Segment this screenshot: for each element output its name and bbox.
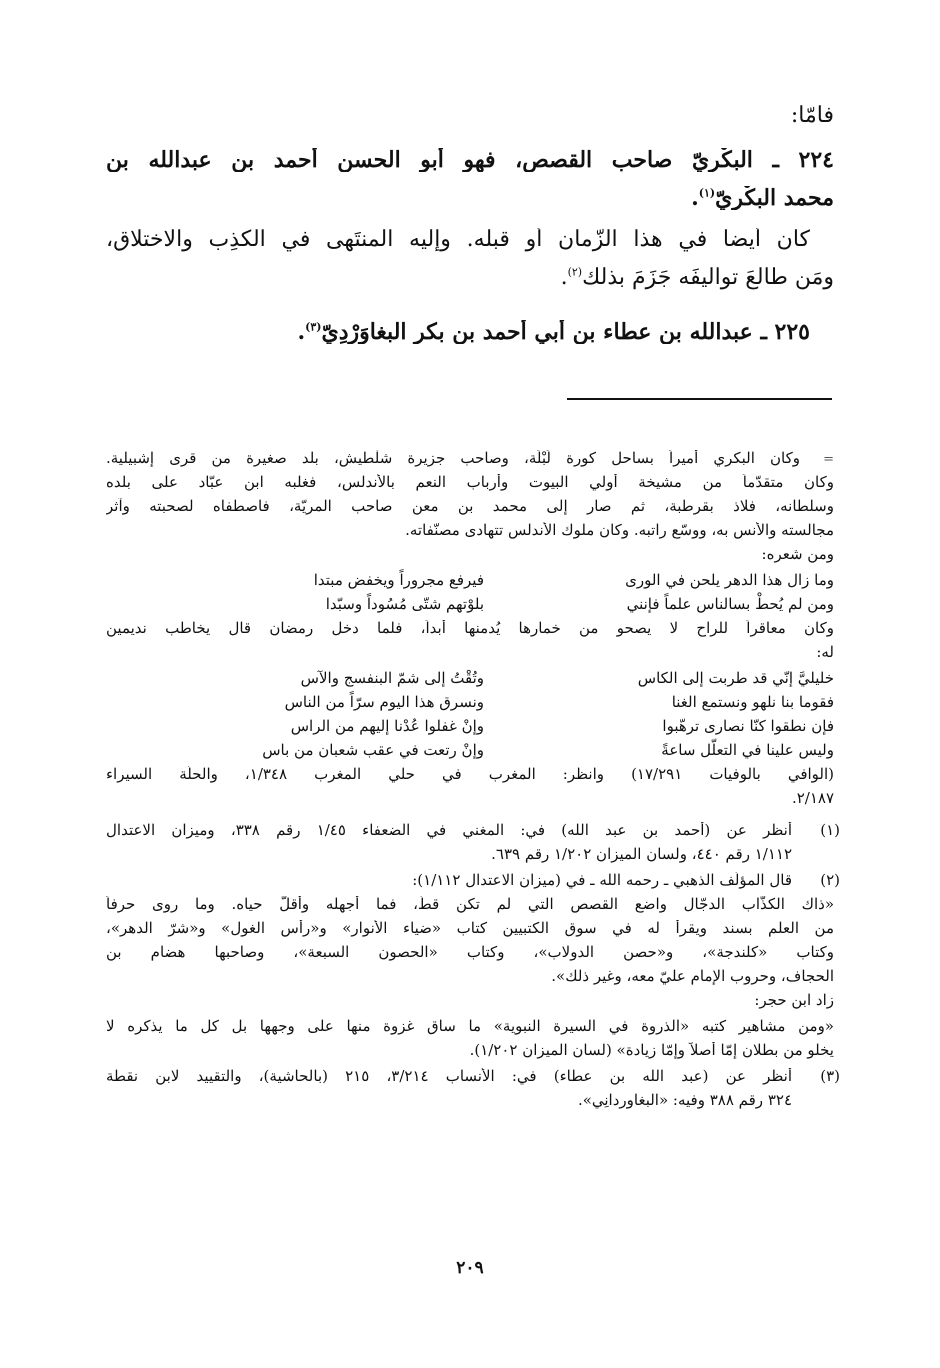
footnote-2-line-5: الحجاف، وحروب الإمام عليّ معه، وغير ذلك».	[551, 968, 834, 985]
footnote-2-line-8: يخلو من بطلان إمّا أصلاً وإمّا زيادة» (لسان الميزان ١/٢٠٢).	[469, 1042, 834, 1059]
footnote-cont-line-5: ومن شعره:	[761, 546, 834, 563]
footnote-3-line-2: ٣٢٤ رقم ٣٨٨ وفيه: «البغاوردانِي».	[577, 1092, 792, 1109]
footnote-2-number: (٢)	[820, 871, 840, 889]
verse-1-1-left: فيرفع مجروراً ويخفض مبتدا	[313, 571, 484, 589]
footnote-cont-line-1: وكان البكري أميراً بساحل كورة لَبْلَة، وصاحب جزيرة شلْطيش، بلد صغيرة من قرى إشبيلية.	[106, 450, 800, 467]
entry-225-heading: ٢٢٥ ـ عبدالله بن عطاء بن أبي أحمد بن بكر البغاوَرْدِيّ$^{(٣)}$.	[297, 320, 810, 345]
continuation-marker: =	[823, 452, 834, 467]
footnote-2-line-7: «ومن مشاهير كتبه «الذروة في السيرة النبوية» ما ساق غزوة منها على وجهها بل كل ما يذكره لا	[106, 1018, 834, 1035]
footnote-ref-2: (٢)	[567, 266, 583, 279]
entry-224-body-line-1: كان أيضاً في هذا الزّمان أو قبله. وإليه المنتَهى في الكذِب والاختلاق،	[106, 228, 810, 252]
entry-224-heading-line-1: ٢٢٤ ـ البكْريّ صاحب القصص، فهو أبو الحسن أحمد بن عبدالله بن	[106, 148, 834, 173]
verse-2-2-left: ونسرق هذا اليوم سرّاً من الناس	[284, 693, 484, 711]
verse-2-3-right: فإن نطقوا كنّا نصارى ترهّبوا	[662, 717, 834, 735]
footnote-2-line-6: زاد ابن حجر:	[754, 992, 834, 1009]
entry-224-body-text: ومَن طالعَ تواليفَه جَزَمَ بذلك	[582, 266, 834, 290]
footnote-2-line-3: من العلم بسند ويقرأ له في سوق الكتبيين كتاب «ضياء الأنوار» و«رأس الغول» و«شرّ الدهر»،	[106, 920, 834, 937]
footnote-cont3-line-1: (الوافي بالوفيات ١٧/٢٩١) وانظر: المغرب في حلي المغرب ١/٣٤٨، والحلّة السيراء	[106, 766, 834, 783]
verse-1-2-left: بلوْتهم شتّى مُسُوداً وسبّدا	[325, 595, 484, 613]
footnote-separator	[567, 398, 832, 400]
footnote-cont-line-2: وكان متقدّماً من مشيخة أولي البيوت وأرباب النعم بالأندلس، فغلبه ابن عبّاد على بلده	[106, 474, 834, 491]
verse-2-2-right: فقوما بنا نلهو ونستمع الغنا	[671, 693, 834, 711]
footnote-2-line-2: «ذاك الكذّاب الدجّال واضع القصص التي لم تكن قطّ، فما أجهله وأقلّ حياه. وما روى حرفاً	[106, 896, 834, 913]
footnote-2-line-1: قال المؤلّف الذهبي ـ رحمه الله ـ في (ميزان الاعتدال ١/١١٢):	[412, 872, 792, 889]
entry-224-heading-line-2: محمد البكْريّ$^{(١)}$.	[691, 186, 834, 211]
footnote-1-line-1: أنظر عن (أحمد بن عبد الله) في: المغني في الضعفاء ١/٤٥ رقم ٣٣٨، وميزان الاعتدال	[106, 822, 792, 839]
verse-2-3-left: وإنْ غفلوا عُدْنا إليهم من الراس	[290, 717, 484, 735]
entry-224-name: محمد البكْريّ	[715, 186, 834, 211]
entry-224-body-line-2: ومَن طالعَ تواليفَه جَزَمَ بذلك$^{(٢)}$.	[560, 266, 834, 290]
footnote-cont-line-4: مجالسته والأنس به، ووسّع راتبه. وكان ملوك الأندلس تتهادى مصنّفاته.	[405, 522, 834, 539]
footnote-cont2-line-2: له:	[816, 644, 834, 661]
page-number: ٢٠٩	[456, 1258, 484, 1278]
footnote-ref-1: (١)	[698, 186, 716, 200]
verse-2-4-right: وليس علينا في التعلّل ساعةً	[661, 741, 834, 759]
footnote-ref-3: (٣)	[305, 320, 322, 334]
footnote-1-number: (١)	[820, 821, 840, 839]
footnote-cont-line-3: وسلطانه، فلاذ بقرطبة، ثم صار إلى محمد بن معن صاحب المريّة، فاصطفاه لصحبته وآثر	[106, 498, 834, 515]
footnote-3-line-1: أنظر عن (عبد الله بن عطاء) في: الأنساب ٣/٢١٤، ٢١٥ (بالحاشية)، والتقييد لابن نقطة	[106, 1068, 792, 1085]
footnote-cont2-line-1: وكان معاقراً للراح لا يصحو من خمارها يُدمنها أبداً، فلما دخل رمضان قال يخاطب نديمين	[106, 620, 834, 637]
footnote-3-number: (٣)	[820, 1067, 840, 1085]
verse-2-4-left: وإنْ رتعت في عقب شعبان من باس	[262, 741, 484, 759]
footnote-cont3-line-2: ٢/١٨٧.	[791, 790, 834, 807]
footnote-1-line-2: ١/١١٢ رقم ٤٤٠، ولسان الميزان ١/٢٠٢ رقم ٦٣٩.	[491, 846, 792, 863]
verse-2-1-left: وتُقْتُ إلى شمّ البنفسج والآس	[300, 669, 484, 687]
verse-2-1-right: خليليَّ إنّي قد طربت إلى الكاس	[637, 669, 834, 687]
verse-1-2-right: ومن لم يُحطْ بسالناس علماً فإنني	[626, 595, 834, 613]
lead-text: فأمّا:	[790, 104, 834, 128]
verse-1-1-right: وما زال هذا الدهر يلحن في الورى	[625, 571, 834, 589]
entry-225-name: ٢٢٥ ـ عبدالله بن عطاء بن أبي أحمد بن بكر البغاوَرْدِيّ	[321, 320, 810, 345]
footnote-2-line-4: وكتاب «كلندجة»، و«حصن الدولاب»، وكتاب «الحصون السبعة»، وصاحبها هضام بن	[106, 944, 834, 961]
